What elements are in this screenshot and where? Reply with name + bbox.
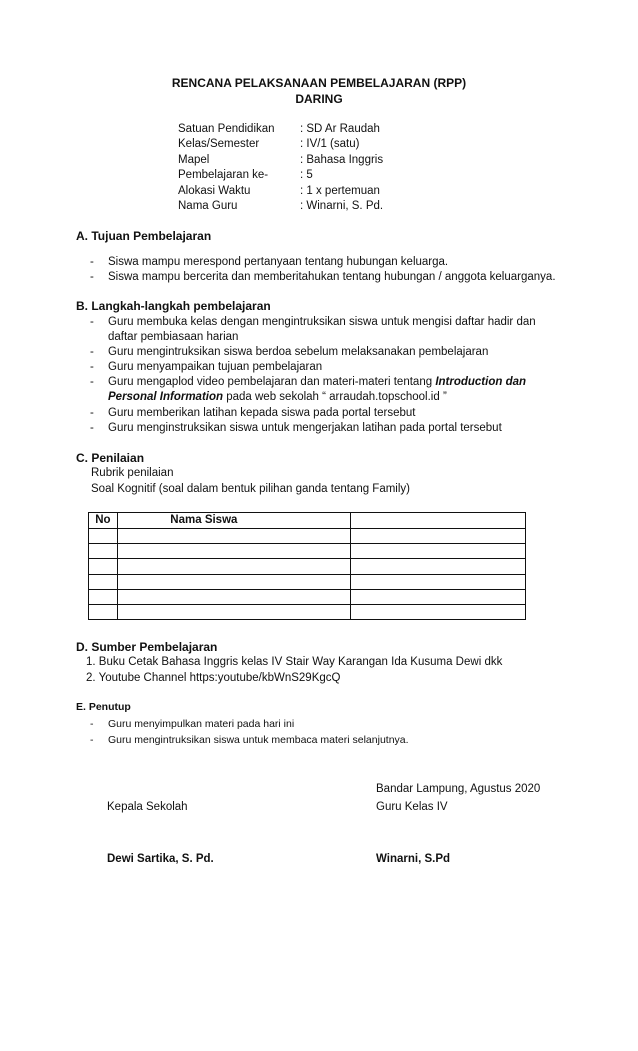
table-cell: [351, 559, 526, 574]
info-row: [178, 199, 438, 214]
dash: -: [90, 376, 94, 388]
place-date: Bandar Lampung, Agustus 2020: [376, 783, 541, 795]
dash: -: [90, 734, 94, 746]
info-value: : 5: [300, 169, 313, 182]
info-value: : Winarni, S. Pd.: [300, 199, 384, 212]
table-cell: [117, 574, 350, 589]
principal-name: Dewi Sartika, S. Pd.: [107, 853, 214, 865]
table-row: [89, 544, 526, 559]
table-cell: [117, 559, 350, 574]
table-cell: [89, 574, 118, 589]
table-cell: [89, 544, 118, 559]
section-b-heading: B. Langkah-langkah pembelajaran: [76, 299, 271, 313]
column-header-no: No: [89, 513, 118, 529]
rubric-label: Rubrik penilaian: [91, 467, 174, 479]
column-header-name: Nama Siswa: [117, 513, 350, 529]
table-cell: [351, 544, 526, 559]
list-item-text: Guru menyimpulkan materi pada hari ini: [108, 718, 295, 730]
table-cell: [351, 604, 526, 619]
document-subtitle: DARING: [295, 92, 343, 106]
info-label: Nama Guru: [178, 199, 238, 212]
info-value: : 1 x pertemuan: [300, 184, 380, 197]
dash: -: [90, 271, 94, 283]
assessment-table: [88, 512, 526, 620]
section-a-heading: A. Tujuan Pembelajaran: [76, 229, 212, 243]
table-row: [89, 604, 526, 619]
info-value: : IV/1 (satu): [300, 138, 360, 151]
table-cell: [89, 589, 118, 604]
list-item-text: Guru memberikan latihan kepada siswa pada portal tersebut: [108, 407, 416, 419]
info-value: : SD Ar Raudah: [300, 123, 380, 135]
list-item-text-part: Guru mengaplod video pembelajaran dan materi-materi tentang: [108, 376, 436, 388]
list-item-text-part: pada web sekolah “ arraudah.topschool.id ”: [223, 391, 447, 403]
table-cell: [117, 529, 350, 544]
table-row: [89, 559, 526, 574]
list-item-text: [108, 375, 558, 390]
dash: -: [90, 361, 94, 373]
dash: -: [90, 316, 94, 328]
list-item-text: Guru mengintruksikan siswa berdoa sebelum melaksanakan pembelajaran: [108, 346, 489, 358]
info-label: Mapel: [178, 153, 210, 166]
list-item-text: Guru mengintruksikan siswa untuk membaca materi selanjutnya.: [108, 734, 409, 746]
info-label: Kelas/Semester: [178, 138, 260, 151]
info-label: Satuan Pendidikan: [178, 123, 275, 135]
section-e-heading: E. Penutup: [76, 701, 131, 713]
table-cell: [89, 559, 118, 574]
info-row: [178, 153, 438, 168]
info-row: [178, 168, 438, 183]
info-label: Pembelajaran ke-: [178, 169, 269, 182]
dash: -: [90, 422, 94, 434]
table-cell: [89, 604, 118, 619]
table-cell: [117, 544, 350, 559]
table-cell: [351, 529, 526, 544]
list-item-text: Guru menginstruksikan siswa untuk mengerjakan latihan pada portal tersebut: [108, 422, 502, 434]
list-item-text: [108, 390, 558, 405]
dash: -: [90, 346, 94, 358]
table-row: [89, 529, 526, 544]
table-row: [89, 574, 526, 589]
table-cell: [351, 589, 526, 604]
table-cell: [89, 529, 118, 544]
section-c-heading: C. Penilaian: [76, 451, 145, 465]
cognitive-label: Soal Kognitif (soal dalam bentuk pilihan ganda tentang Family): [91, 483, 410, 495]
table-header-row: [89, 513, 526, 529]
emphasis-text: Personal Information: [108, 391, 224, 403]
info-row: [178, 137, 438, 152]
column-header-empty: [351, 513, 526, 529]
info-value: : Bahasa Inggris: [300, 153, 384, 166]
list-item-text: Siswa mampu bercerita dan memberitahukan tentang hubungan / anggota keluarganya.: [108, 271, 556, 283]
principal-role: Kepala Sekolah: [107, 801, 188, 813]
list-item-text: Guru menyampaikan tujuan pembelajaran: [108, 361, 323, 373]
table-cell: [117, 604, 350, 619]
info-row: [178, 122, 438, 137]
info-block: [178, 122, 438, 214]
table-cell: [351, 574, 526, 589]
info-row: [178, 184, 438, 199]
teacher-role: Guru Kelas IV: [376, 801, 448, 813]
teacher-name: Winarni, S.Pd: [376, 853, 451, 865]
dash: -: [90, 718, 94, 730]
list-item-text: Siswa mampu merespond pertanyaan tentang hubungan keluarga.: [108, 256, 449, 268]
dash: -: [90, 407, 94, 419]
table-row: [89, 589, 526, 604]
table-cell: [117, 589, 350, 604]
list-item-text: Guru membuka kelas dengan mengintruksikan siswa untuk mengisi daftar hadir dan: [108, 316, 536, 328]
section-d-heading: D. Sumber Pembelajaran: [76, 640, 218, 654]
emphasis-text: Introduction dan: [435, 376, 527, 388]
dash: -: [90, 256, 94, 268]
info-label: Alokasi Waktu: [178, 184, 251, 197]
source-item: 1. Buku Cetak Bahasa Inggris kelas IV Stair Way Karangan Ida Kusuma Dewi dkk: [86, 656, 503, 668]
source-item: 2. Youtube Channel https:youtube/kbWnS29KgcQ: [86, 672, 341, 684]
list-item-text: daftar pembiasaan harian: [108, 331, 239, 343]
document-title: RENCANA PELAKSANAAN PEMBELAJARAN (RPP): [171, 76, 467, 90]
